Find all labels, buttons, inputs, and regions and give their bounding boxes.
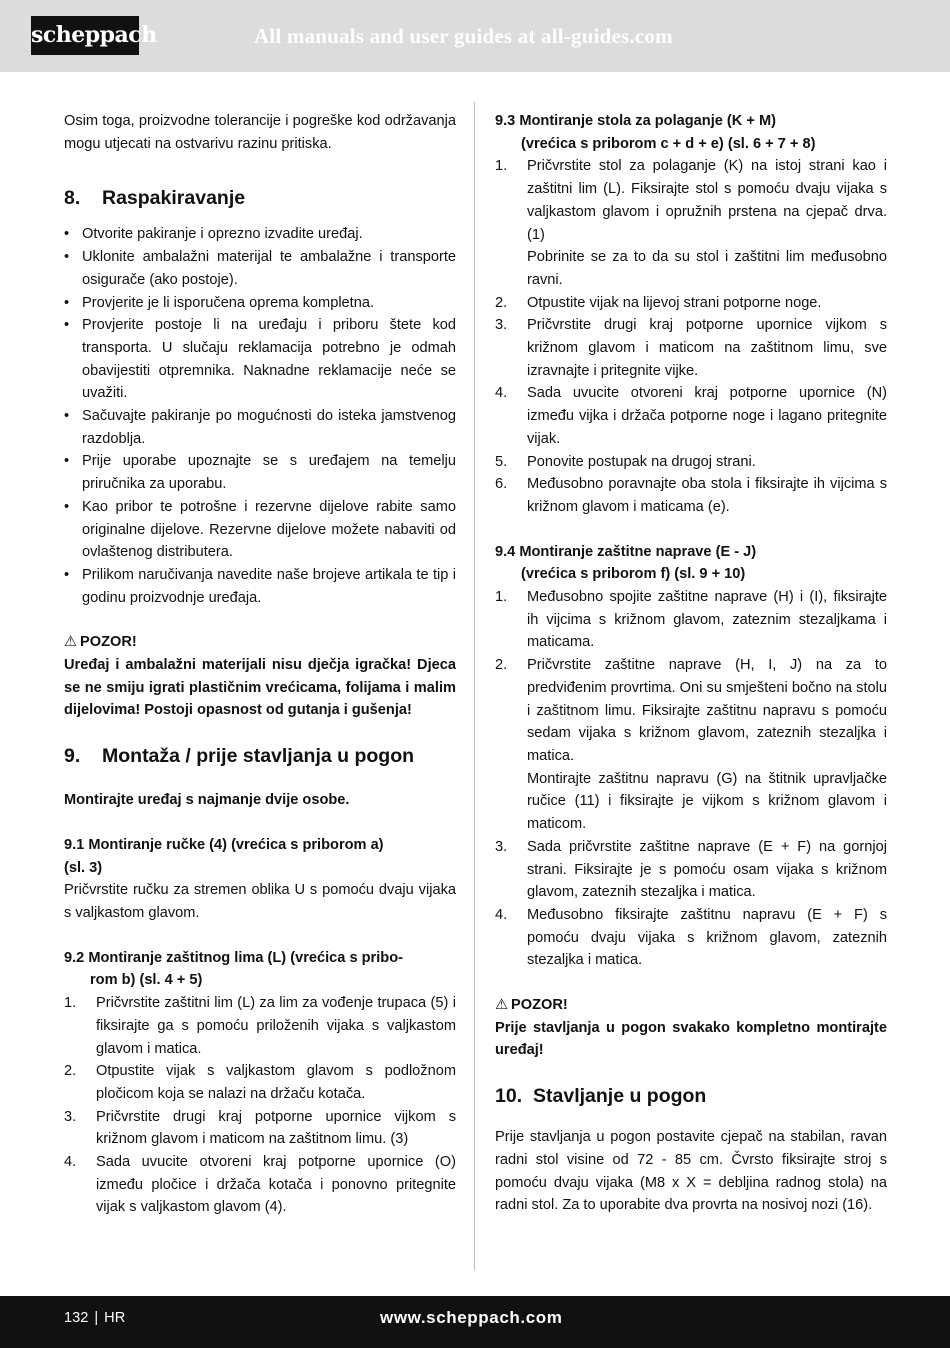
- item-number: 4.: [64, 1154, 77, 1171]
- list-item: [495, 904, 887, 972]
- list-item: [495, 314, 887, 382]
- item-number: 3.: [64, 1108, 77, 1125]
- subsection-title: 9.1 Montiranje ručke (4) (vrećica s priborom a): [64, 836, 384, 853]
- warning-text: Uređaj i ambalažni materijali nisu dječja igračka! Djeca se ne smiju igrati plastičnim vrećicama, folijama i malim dijelovima! Postoji opasnost od gutanja i gušenja!: [64, 657, 456, 719]
- section-title: Montaža / prije stavljanja u pogon: [102, 745, 415, 768]
- list-item: [64, 992, 456, 1060]
- item-text: Pričvrstite drugi kraj potporne upornice vijkom s križnom glavom i maticom na zaštitnom limu. (3): [96, 1108, 456, 1148]
- list-item: • Sačuvajte pakiranje po mogućnosti do isteka jamstvenog razdoblja.: [64, 405, 456, 450]
- list-item: • Provjerite postoje li na uređaju i priboru štete kod transporta. U slučaju reklamacija potrebno je odmah obavijestiti otpremnika. Naknadne reklamacije neće se uvažiti.: [64, 314, 456, 405]
- subsection-title: 9.2 Montiranje zaštitnog lima (L) (vrećica s pribo-: [64, 949, 403, 966]
- item-text: Pričvrstite zaštitne naprave (H, I, J) na za to predviđenim provrtima. Oni su smješteni bočno na stolu i zaštitnom limu. Fiksirajte zaštitnu napravu s pomoću sedam vijaka s križnom glavom, zateznih stezaljka i matica.: [527, 657, 887, 764]
- section-title: Stavljanje u pogon: [533, 1085, 707, 1108]
- list-item: [495, 473, 887, 518]
- warning-title: POZOR!: [80, 634, 137, 651]
- list-item: [495, 836, 887, 904]
- section-title: Raspakiravanje: [102, 187, 246, 210]
- subsection-9-1-text: Pričvrstite ručku za stremen oblika U s pomoću dvaju vijaka s valjkastom glavom.: [64, 882, 456, 921]
- item-text: Međusobno fiksirajte zaštitnu napravu (E + F) s pomoću dvaju vijaka s križnom glavom, zateznih stezaljka i matica.: [527, 906, 887, 969]
- subsection-9-2-heading: [64, 947, 456, 992]
- page-header: [0, 0, 950, 72]
- item-number: 4.: [495, 906, 508, 923]
- warning-heading: [64, 631, 456, 654]
- item-number: 4.: [495, 385, 508, 402]
- list-item: • Prije uporabe upoznajte se s uređajem na temelju priručnika za uporabu.: [64, 450, 456, 495]
- section-number: 10.: [495, 1085, 523, 1108]
- list-item: [495, 382, 887, 450]
- list-item: • Otvorite pakiranje i oprezno izvadite uređaj.: [64, 223, 456, 246]
- warning-heading: [495, 994, 887, 1017]
- assembly-note: Montirajte uređaj s najmanje dvije osobe.: [64, 792, 350, 809]
- item-text: Sada uvucite otvoreni kraj potporne upornice (O) između pločice i držača kotača i ponovno pritegnite vijak s valjkastom glavom (4).: [96, 1154, 456, 1216]
- item-text: Otpustite vijak s valjkastom glavom s podložnom pločicom koja se nalazi na držaču kotača.: [96, 1063, 456, 1102]
- item-number: 6.: [495, 476, 508, 493]
- list-item: • Provjerite je li isporučena oprema kompletna.: [64, 292, 456, 315]
- page-number-value: 132: [64, 1310, 89, 1326]
- list-item: • Kao pribor te potrošne i rezervne dijelove rabite samo originalne dijelove. Rezervne dijelove možete nabaviti od ovlaštenog distributera.: [64, 496, 456, 564]
- item-note: Montirajte zaštitnu napravu (G) na štitnik upravljačke ručice (11) i fiksirajte je vijkom s križnom glavom i maticom.: [527, 770, 887, 833]
- item-note: Pobrinite se za to da su stol i zaštitni lim međusobno ravni.: [527, 249, 887, 288]
- warning-triangle-icon: ⚠: [495, 997, 509, 1014]
- item-number: 1.: [495, 158, 508, 175]
- warning-triangle-icon: ⚠: [64, 634, 78, 651]
- subsection-9-1-heading: [64, 834, 456, 879]
- intro-paragraph: Osim toga, proizvodne tolerancije i pogreške kod održavanja mogu utjecati na ostvarivu razinu pritiska.: [64, 113, 456, 152]
- item-number: 3.: [495, 317, 508, 334]
- unpacking-list: [64, 223, 456, 609]
- column-divider: [474, 102, 475, 1270]
- item-text: Otpustite vijak na lijevoj strani potporne noge.: [527, 294, 822, 311]
- page-number: [64, 1310, 125, 1326]
- list-item: [64, 1106, 456, 1151]
- list-item: [64, 1060, 456, 1105]
- item-number: 5.: [495, 453, 508, 470]
- subsection-title-cont: (sl. 3): [64, 859, 103, 876]
- item-text: Pričvrstite stol za polaganje (K) na istoj strani kao i zaštitni lim (L). Fiksirajte stol s pomoću dvaju vijaka s valjkastom glavom i opružnih prstena na cjepač drva. (1): [527, 158, 887, 243]
- warning-text: Prije stavljanja u pogon svakako kompletno montirajte uređaj!: [495, 1019, 887, 1059]
- item-number: 2.: [495, 657, 508, 674]
- warning-title: POZOR!: [511, 997, 568, 1014]
- item-number: 1.: [64, 995, 77, 1012]
- item-number: 2.: [64, 1063, 77, 1080]
- item-text: Pričvrstite zaštitni lim (L) za lim za vođenje trupaca (5) i fiksirajte ga s pomoću priloženih vijaka s valjkastom glavom i matica.: [96, 995, 456, 1057]
- list-item: [64, 1151, 456, 1219]
- language-code: HR: [104, 1310, 126, 1326]
- subsection-title-cont: (vrećica s priborom c + d + e) (sl. 6 + 7 + 8): [521, 135, 816, 152]
- scheppach-logo: scheppach: [31, 16, 139, 55]
- subsection-title-cont: rom b) (sl. 4 + 5): [90, 972, 203, 989]
- section-8-heading: [64, 185, 456, 211]
- item-text: Sada pričvrstite zaštitne naprave (E + F) na gornjoj strani. Fiksirajte je s pomoću osam vijaka s križnom glavom, zateznih stezaljka i matica.: [527, 838, 887, 901]
- subsection-title: 9.3 Montiranje stola za polaganje (K + M): [495, 113, 776, 129]
- subsection-title-cont: (vrećica s priborom f) (sl. 9 + 10): [521, 566, 746, 583]
- list-item: [495, 654, 887, 768]
- list-item: [495, 292, 887, 315]
- item-text: Pričvrstite drugi kraj potporne upornice vijkom s križnom glavom i maticom na zaštitnom limu, sve izravnajte i pritegnite vijke.: [527, 317, 887, 379]
- subsection-9-4-heading: [495, 541, 887, 586]
- list-item: [495, 155, 887, 246]
- section-9-heading: [64, 743, 456, 769]
- list-item: [495, 451, 887, 474]
- subsection-9-4-list: [495, 586, 887, 972]
- section-number: 8.: [64, 187, 81, 210]
- list-item: • Uklonite ambalažni materijal te ambalažne i transporte osigurače (ako postoje).: [64, 246, 456, 291]
- section-number: 9.: [64, 745, 81, 768]
- subsection-9-3-heading: [495, 110, 887, 155]
- item-number: 1.: [495, 589, 508, 606]
- website-link[interactable]: www.scheppach.com: [380, 1308, 563, 1327]
- right-column: [495, 110, 887, 1217]
- subsection-title: 9.4 Montiranje zaštitne naprave (E - J): [495, 543, 757, 560]
- footer-separator: |: [94, 1310, 99, 1326]
- left-column: [64, 110, 456, 1219]
- item-number: 2.: [495, 294, 508, 311]
- item-text: Sada uvucite otvoreni kraj potporne upornice (N) između vijka i držača potporne noge i lagano pritegnite vijak.: [527, 385, 887, 447]
- page-footer: [0, 1296, 950, 1348]
- item-text: Ponovite postupak na drugoj strani.: [527, 453, 756, 470]
- section-10-heading: [495, 1083, 887, 1109]
- item-text: Međusobno spojite zaštitne naprave (H) i (I), fiksirajte ih vijcima s križnom glavom, zateznim stezaljkama i maticama.: [527, 589, 887, 651]
- subsection-9-3-list: [495, 155, 887, 518]
- item-number: 3.: [495, 838, 508, 855]
- list-item: [495, 586, 887, 654]
- subsection-9-2-list: [64, 992, 456, 1219]
- list-item: • Prilikom naručivanja navedite naše brojeve artikala te tip i godinu proizvodnje uređaja.: [64, 564, 456, 609]
- item-text: Međusobno poravnajte oba stola i fiksirajte ih vijcima s križnom glavom i maticama (e).: [527, 476, 887, 515]
- watermark-text: All manuals and user guides at all-guides.com: [254, 24, 673, 48]
- section-10-text: Prije stavljanja u pogon postavite cjepač na stabilan, ravan radni stol visine od 72 - 85 cm. Čvrsto fiksirajte stroj s pomoću dvaju vijaka (M8 x X = debljina radnog stola) na radni stol. Za to uporabite dva provrta na nosivoj nozi (16).: [495, 1129, 887, 1214]
